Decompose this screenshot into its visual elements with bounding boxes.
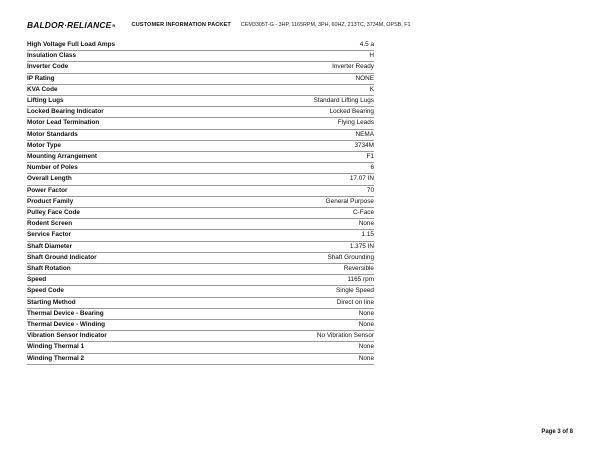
spec-value: 70: [235, 185, 374, 196]
spec-label: Mounting Arrangement: [27, 152, 235, 163]
table-row: [27, 174, 374, 185]
spec-value: General Purpose: [235, 196, 374, 207]
registered-mark: R: [112, 22, 116, 28]
spec-value: 1.375 IN: [235, 241, 374, 252]
spec-value: K: [235, 84, 374, 95]
spec-value: C-Face: [235, 208, 374, 219]
spec-label: IP Rating: [27, 73, 235, 84]
spec-label: Winding Thermal 1: [27, 342, 235, 353]
spec-value: None: [235, 320, 374, 331]
table-row: [27, 185, 374, 196]
table-row: [27, 331, 374, 342]
table-row: [27, 320, 374, 331]
table-row: [27, 286, 374, 297]
spec-label: Pulley Face Code: [27, 208, 235, 219]
spec-label: Thermal Device - Winding: [27, 320, 235, 331]
table-row: [27, 264, 374, 275]
page-number: Page 3 of 8: [541, 429, 573, 435]
spec-value: Shaft Grounding: [235, 252, 374, 263]
spec-value: H: [235, 51, 374, 62]
spec-label: Speed: [27, 275, 235, 286]
spec-label: Lifting Lugs: [27, 96, 235, 107]
spec-label: Locked Bearing Indicator: [27, 107, 235, 118]
table-row: [27, 84, 374, 95]
spec-label: Starting Method: [27, 297, 235, 308]
spec-label: Vibration Sensor Indicator: [27, 331, 235, 342]
brand-logo: [27, 20, 116, 30]
specifications-table: [27, 40, 374, 365]
table-row: [27, 241, 374, 252]
spec-value: None: [235, 219, 374, 230]
model-description: CEM3305T-G - 3HP, 1165RPM, 3PH, 60HZ, 213TC, 3734M, OPSB, F1: [240, 22, 411, 28]
spec-label: Power Factor: [27, 185, 235, 196]
spec-label: Inverter Code: [27, 62, 235, 73]
table-row: [27, 308, 374, 319]
spec-label: KVA Code: [27, 84, 235, 95]
table-row: [27, 40, 374, 51]
spec-value: NONE: [235, 73, 374, 84]
table-row: [27, 297, 374, 308]
spec-value: None: [235, 342, 374, 353]
spec-value: Direct on line: [235, 297, 374, 308]
spec-value: Single Speed: [235, 286, 374, 297]
table-row: [27, 275, 374, 286]
table-row: [27, 62, 374, 73]
table-row: [27, 230, 374, 241]
spec-label: Thermal Device - Bearing: [27, 308, 235, 319]
table-row: [27, 73, 374, 84]
spec-value: Standard Lifting Lugs: [235, 96, 374, 107]
spec-value: Flying Leads: [235, 118, 374, 129]
spec-value: F1: [235, 152, 374, 163]
spec-label: Rodent Screen: [27, 219, 235, 230]
table-row: [27, 163, 374, 174]
page-header: [27, 18, 587, 32]
spec-label: Service Factor: [27, 230, 235, 241]
table-row: [27, 152, 374, 163]
spec-value: NEMA: [235, 129, 374, 140]
spec-label: High Voltage Full Load Amps: [27, 40, 235, 51]
spec-value: 4.5 a: [235, 40, 374, 51]
spec-value: 1.15: [235, 230, 374, 241]
spec-label: Speed Code: [27, 286, 235, 297]
spec-value: 3734M: [235, 140, 374, 151]
spec-label: Motor Lead Termination: [27, 118, 235, 129]
spec-value: No Vibration Sensor: [235, 331, 374, 342]
spec-label: Winding Thermal 2: [27, 353, 235, 364]
table-row: [27, 252, 374, 263]
spec-label: Motor Standards: [27, 129, 235, 140]
spec-label: Insulation Class: [27, 51, 235, 62]
spec-label: Number of Poles: [27, 163, 235, 174]
spec-value: Locked Bearing: [235, 107, 374, 118]
table-row: [27, 219, 374, 230]
table-row: [27, 140, 374, 151]
spec-value: 17.07 IN: [235, 174, 374, 185]
document-title: CUSTOMER INFORMATION PACKET: [131, 22, 231, 28]
spec-value: 1165 rpm: [235, 275, 374, 286]
brand-logo-text: BALDOR·RELIANCE: [27, 20, 112, 30]
table-row: [27, 353, 374, 364]
spec-value: None: [235, 308, 374, 319]
spec-value: Inverter Ready: [235, 62, 374, 73]
spec-label: Shaft Rotation: [27, 264, 235, 275]
spec-label: Overall Length: [27, 174, 235, 185]
table-row: [27, 342, 374, 353]
spec-label: Product Family: [27, 196, 235, 207]
spec-label: Shaft Diameter: [27, 241, 235, 252]
table-row: [27, 196, 374, 207]
table-row: [27, 208, 374, 219]
table-row: [27, 129, 374, 140]
spec-label: Shaft Ground Indicator: [27, 252, 235, 263]
table-row: [27, 118, 374, 129]
table-row: [27, 51, 374, 62]
spec-value: Reversible: [235, 264, 374, 275]
spec-value: 6: [235, 163, 374, 174]
table-row: [27, 96, 374, 107]
table-row: [27, 107, 374, 118]
spec-value: None: [235, 353, 374, 364]
specifications-body: [27, 40, 374, 364]
spec-label: Motor Type: [27, 140, 235, 151]
